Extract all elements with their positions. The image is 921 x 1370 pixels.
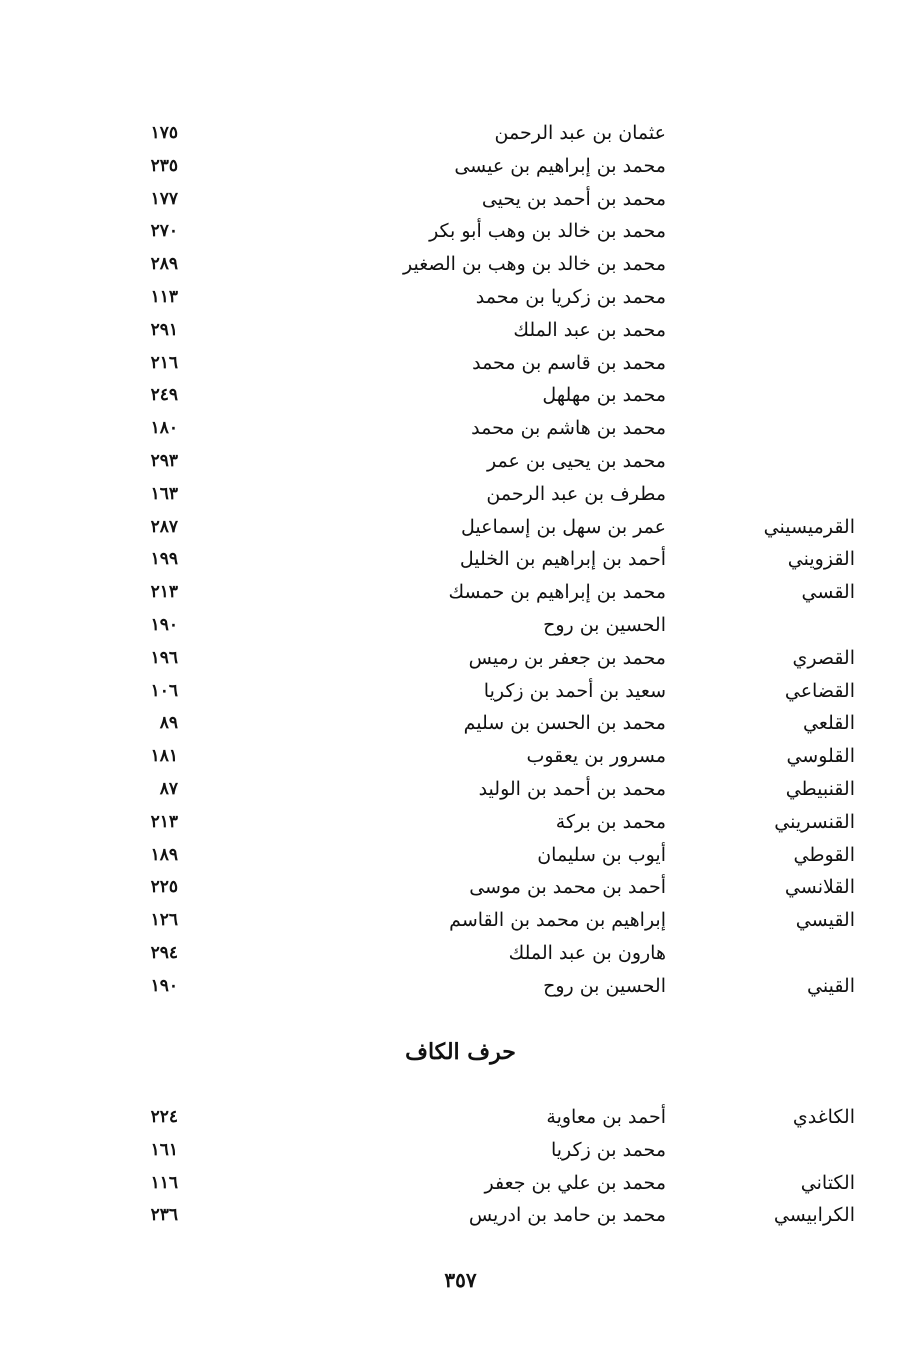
page-reference: ١٨٠ [150, 418, 178, 439]
page-reference: ١٠٦ [150, 680, 178, 701]
index-row [0, 478, 921, 510]
page-reference: ١٧٥ [150, 123, 178, 143]
index-row [0, 543, 921, 575]
page-reference: ١٢٦ [150, 910, 178, 931]
nisba-label: القنبيطي [785, 778, 855, 800]
index-row [0, 1167, 921, 1199]
person-name: محمد بن علي بن جعفر [484, 1171, 666, 1194]
page-reference: ١٩٦ [150, 647, 178, 668]
section-heading: حرف الكاف [405, 1039, 516, 1065]
nisba-label: القنسريني [774, 810, 855, 833]
page-reference: ١٦٣ [150, 483, 178, 504]
person-name: محمد بن إبراهيم بن حمسك [448, 581, 666, 604]
person-name: محمد بن الحسن بن سليم [463, 712, 666, 735]
index-row [0, 1134, 921, 1166]
person-name: أحمد بن إبراهيم بن الخليل [459, 548, 666, 571]
nisba-label: القلانسي [784, 876, 855, 899]
page-reference: ٨٩ [159, 713, 178, 734]
page-reference: ١٩٩ [150, 549, 178, 570]
index-row [0, 379, 921, 411]
page-reference: ١١٦ [150, 1172, 178, 1193]
page-reference: ٢١٣ [150, 811, 178, 832]
page-reference: ٢٩٤ [150, 943, 178, 963]
person-name: هارون بن عبد الملك [508, 942, 666, 964]
index-row [0, 215, 921, 247]
person-name: الحسين بن روح [543, 974, 666, 997]
nisba-label: القصري [792, 646, 855, 669]
person-name: محمد بن أحمد بن يحيى [481, 187, 666, 210]
nisba-label: القسي [801, 581, 855, 604]
page-reference: ٢٨٧ [150, 516, 178, 537]
index-row [0, 412, 921, 444]
person-name: محمد بن عبد الملك [513, 318, 666, 341]
index-row [0, 871, 921, 903]
index-row [0, 904, 921, 936]
person-name: محمد بن حامد بن ادريس [468, 1204, 666, 1227]
person-name: أحمد بن معاوية [546, 1106, 666, 1128]
index-row [0, 281, 921, 313]
page-reference: ١٦١ [150, 1139, 178, 1160]
index-row [0, 150, 921, 182]
person-name: عمر بن سهل بن إسماعيل [461, 515, 666, 538]
page-reference: ١١٣ [150, 287, 178, 307]
person-name: محمد بن قاسم بن محمد [472, 351, 666, 374]
index-row [0, 609, 921, 641]
page-reference: ٢٢٥ [150, 877, 178, 898]
page-reference: ١٨١ [150, 746, 178, 767]
person-name: الحسين بن روح [543, 614, 666, 636]
nisba-label: القلعي [803, 712, 855, 735]
person-name: محمد بن خالد بن وهب أبو بكر [429, 220, 666, 243]
nisba-label: القضاعي [784, 679, 855, 702]
index-row [0, 937, 921, 969]
person-name: محمد بن خالد بن وهب بن الصغير [403, 253, 666, 276]
page-reference: ٢١٣ [150, 582, 178, 603]
person-name: محمد بن زكريا بن محمد [475, 286, 666, 308]
index-row [0, 970, 921, 1002]
page-reference: ٢٣٥ [150, 155, 178, 176]
nisba-label: الكرابيسي [773, 1204, 855, 1227]
person-name: محمد بن جعفر بن رميس [468, 646, 666, 669]
index-row [0, 1199, 921, 1231]
page-reference: ١٩٠ [150, 615, 178, 635]
person-name: عثمان بن عبد الرحمن [494, 122, 666, 144]
nisba-label: القيسي [795, 909, 855, 932]
nisba-label: القرميسيني [763, 515, 855, 538]
nisba-label: القزويني [787, 548, 855, 571]
person-name: محمد بن بركة [555, 810, 666, 833]
person-name: أيوب بن سليمان [537, 843, 666, 866]
index-row [0, 314, 921, 346]
page-reference: ٢٧٠ [150, 221, 178, 242]
person-name: سعيد بن أحمد بن زكريا [483, 679, 666, 702]
index-row [0, 248, 921, 280]
page-reference: ٢٤٩ [150, 385, 178, 406]
index-row [0, 511, 921, 543]
person-name: محمد بن إبراهيم بن عيسى [454, 154, 666, 177]
page-reference: ١٧٧ [150, 188, 178, 209]
person-name: محمد بن أحمد بن الوليد [478, 778, 666, 800]
index-row [0, 740, 921, 772]
person-name: إبراهيم بن محمد بن القاسم [449, 909, 666, 932]
nisba-label: القيني [807, 974, 855, 997]
person-name: محمد بن يحيى بن عمر [487, 450, 666, 472]
nisba-label: الكتاني [800, 1171, 855, 1194]
page-reference: ١٩٠ [150, 975, 178, 996]
person-name: مسرور بن يعقوب [526, 745, 666, 768]
index-row [0, 839, 921, 871]
index-row [0, 576, 921, 608]
index-row [0, 773, 921, 805]
nisba-label: القوطي [793, 843, 855, 866]
nisba-label: الكاغدي [792, 1106, 855, 1128]
index-row [0, 183, 921, 215]
page-reference: ٢٩١ [150, 319, 178, 340]
page-reference: ٢٨٩ [150, 254, 178, 275]
index-row [0, 806, 921, 838]
page-reference: ١٨٩ [150, 844, 178, 865]
index-row [0, 675, 921, 707]
index-row [0, 1101, 921, 1133]
page-reference: ٢٣٦ [150, 1205, 178, 1226]
page-number: ٣٥٧ [444, 1268, 477, 1292]
person-name: محمد بن زكريا [550, 1138, 666, 1161]
person-name: أحمد بن محمد بن موسى [469, 876, 666, 899]
person-name: محمد بن مهلهل [542, 384, 666, 407]
nisba-label: القلوسي [786, 745, 855, 768]
index-row [0, 445, 921, 477]
person-name: محمد بن هاشم بن محمد [471, 417, 666, 440]
index-row [0, 707, 921, 739]
index-row [0, 347, 921, 379]
page-reference: ٨٧ [159, 779, 178, 799]
person-name: مطرف بن عبد الرحمن [486, 482, 666, 505]
page-reference: ٢٢٤ [150, 1107, 178, 1127]
index-row [0, 117, 921, 149]
page-reference: ٢١٦ [150, 352, 178, 373]
index-row [0, 642, 921, 674]
page-reference: ٢٩٣ [150, 451, 178, 471]
